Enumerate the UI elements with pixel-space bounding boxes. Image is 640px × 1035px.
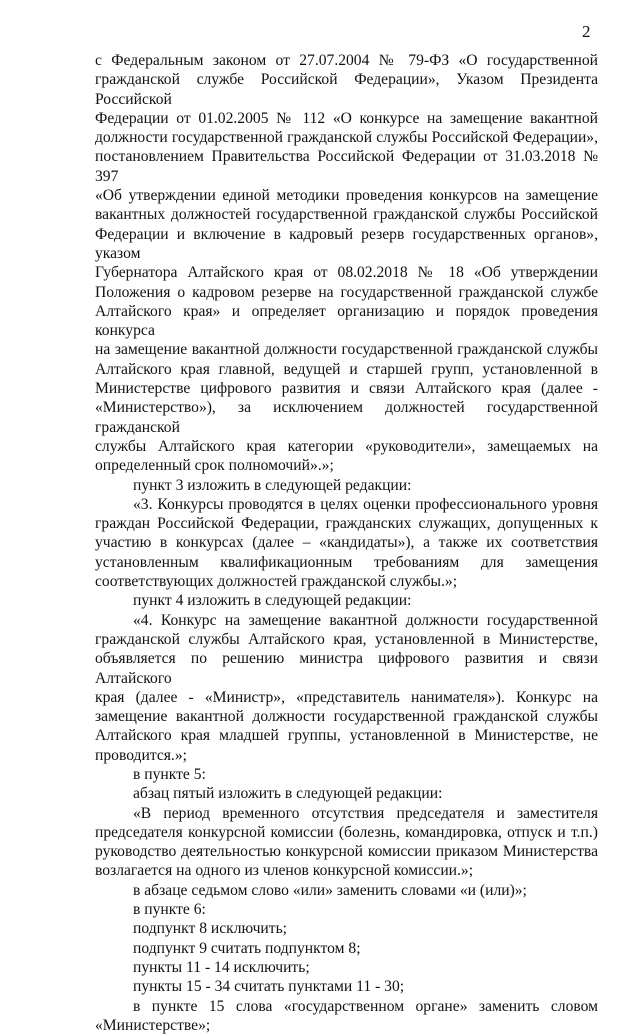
text-line: с Федеральным законом от 27.07.2004 № 79-ФЗ «О государственной [95,52,598,69]
text-line: возлагается на одного из членов конкурсной комиссии.»; [95,862,474,880]
text-line: пункт 4 изложить в следующей редакции: [133,592,412,610]
text-line: в пункте 5: [133,765,206,783]
text-line: установленным квалификационным требованиям для замещения [95,553,598,571]
text-line: «Министерстве»; [95,1016,211,1034]
text-line: в пункте 6: [133,901,206,919]
text-line: в пункте 15 слова «государственном органе» заменить словом [133,997,598,1015]
text-line: вакантных должностей государственной гражданской службы Российской [95,206,598,224]
text-line: Федерации и включение в кадровый резерв государственных органов», указом [95,225,598,262]
text-line: «Министерство»), за исключением должностей государственной гражданской [95,399,598,436]
text-line: гражданской службе Российской Федерации», Указом Президента Российской [95,71,598,108]
text-line: Федерации от 01.02.2005 № 112 «О конкурсе на замещение вакантной [95,109,598,127]
text-line: объявляется по решению министра цифрового развития и связи Алтайского [95,650,598,687]
text-line: гражданской службы Алтайского края, установленной в Министерстве, [95,630,598,648]
text-line: Положения о кадровом резерве на государственной гражданской службе [95,283,598,301]
text-line: абзац пятый изложить в следующей редакции: [133,785,443,803]
text-line: участию в конкурсах (далее – «кандидаты»), а также их соответствия [95,534,598,552]
text-line: пункт 3 изложить в следующей редакции: [133,476,412,494]
text-line: постановлением Правительства Российской Федерации от 31.03.2018 № 397 [95,148,598,185]
text-line: «В период временного отсутствия председателя и заместителя [133,804,598,822]
text-line: службы Алтайского края категории «руководители», замещаемых на [95,437,598,455]
text-line: председателя конкурсной комиссии (болезнь, командировка, отпуск и т.п.) [95,823,598,841]
text-line: Алтайского края» и определяет организацию и порядок проведения конкурса [95,302,598,340]
text-line: на замещение вакантной должности государственной гражданской службы [95,341,598,359]
text-line: граждан Российской Федерации, гражданских служащих, допущенных к [95,515,598,533]
text-line: определенный срок полномочий».»; [95,457,334,475]
text-line: Губернатора Алтайского края от 08.02.2018 № 18 «Об утверждении [95,264,598,282]
text-line: подпункт 8 исключить; [133,920,288,938]
text-line: соответствующих должностей гражданской службы.»; [95,573,458,591]
text-line: пункты 15 - 34 считать пунктами 11 - 30; [133,978,405,996]
text-line: подпункт 9 считать подпунктом 8; [133,939,361,957]
text-line: в абзаце седьмом слово «или» заменить словами «и (или)»; [133,881,527,899]
text-line: замещение вакантной должности государственной гражданской службы [95,708,598,726]
text-line: «4. Конкурс на замещение вакантной должности государственной [133,611,598,629]
text-line: пункты 11 - 14 исключить; [133,958,310,976]
page-number: 2 [582,22,591,41]
text-line: Алтайского края младшей группы, установленной в Министерстве, не [95,727,598,745]
text-line: проводится.»; [95,746,187,764]
text-line: руководство деятельностью конкурсной комиссии приказом Министерства [95,843,598,861]
text-line: Алтайского края главной, ведущей и старшей групп, установленной в [95,360,598,378]
text-line: Министерстве цифрового развития и связи Алтайского края (далее - [95,380,598,398]
text-line: должности государственной гражданской службы Российской Федерации», [95,129,598,147]
document-body [95,51,598,1035]
text-line: края (далее - «Министр», «представитель нанимателя»). Конкурс на [95,688,598,706]
text-line: «Об утверждении единой методики проведения конкурсов на замещение [95,187,598,205]
text-line: «3. Конкурсы проводятся в целях оценки профессионального уровня [133,495,598,513]
